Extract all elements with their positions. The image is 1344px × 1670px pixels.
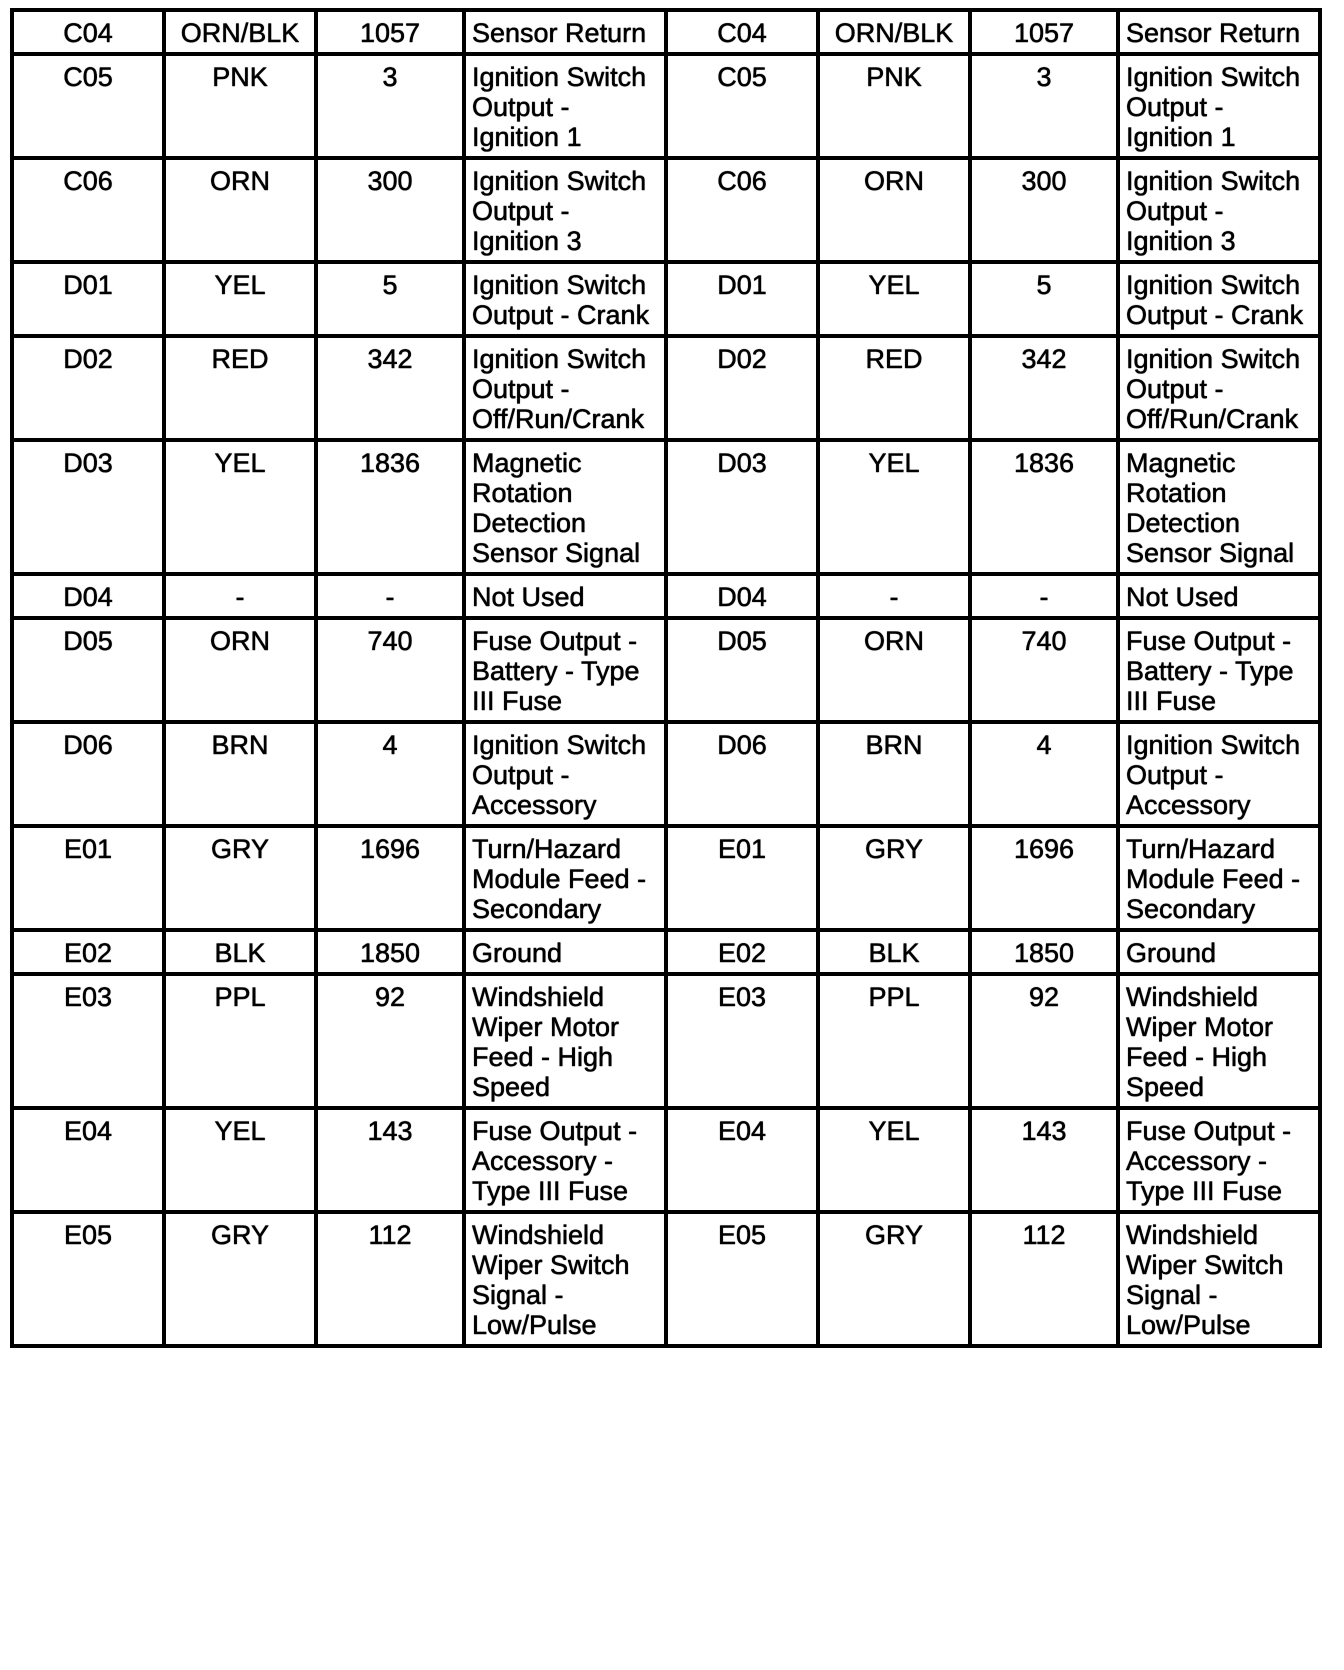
pin-cell: D05 [12,618,164,722]
wire-color-cell: ORN [164,618,316,722]
circuit-number-cell: 4 [316,722,464,826]
pin-cell-panel2: D05 [666,618,818,722]
wire-color-cell: ORN/BLK [164,10,316,54]
function-cell-panel2: Ignition Switch Output - Off/Run/Crank [1118,336,1320,440]
pin-cell: C04 [12,10,164,54]
pin-cell: E04 [12,1108,164,1212]
pin-cell-panel2: E05 [666,1212,818,1346]
circuit-number-cell-panel2: 1836 [970,440,1118,574]
table-row [12,974,1320,1108]
circuit-number-cell: - [316,574,464,618]
function-cell-panel2: Ignition Switch Output - Accessory [1118,722,1320,826]
wire-color-cell: YEL [164,440,316,574]
table-row [12,262,1320,336]
function-cell: Turn/Hazard Module Feed - Secondary [464,826,666,930]
table-row [12,158,1320,262]
circuit-number-cell-panel2: 112 [970,1212,1118,1346]
function-cell-panel2: Windshield Wiper Switch Signal - Low/Pulse [1118,1212,1320,1346]
table-row [12,1108,1320,1212]
circuit-number-cell-panel2: 342 [970,336,1118,440]
circuit-number-cell: 143 [316,1108,464,1212]
table-row [12,54,1320,158]
table-row [12,336,1320,440]
circuit-number-cell: 5 [316,262,464,336]
wire-color-cell-panel2: GRY [818,826,970,930]
circuit-number-cell: 1696 [316,826,464,930]
function-cell-panel2: Ignition Switch Output - Ignition 3 [1118,158,1320,262]
function-cell: Ground [464,930,666,974]
circuit-number-cell-panel2: 3 [970,54,1118,158]
wire-color-cell: ORN [164,158,316,262]
scanned-document-page [0,8,1344,1670]
pin-cell: D03 [12,440,164,574]
wire-color-cell-panel2: - [818,574,970,618]
pinout-table [10,8,1322,1348]
pin-cell-panel2: D02 [666,336,818,440]
circuit-number-cell-panel2: 1696 [970,826,1118,930]
circuit-number-cell: 112 [316,1212,464,1346]
function-cell-panel2: Turn/Hazard Module Feed - Secondary [1118,826,1320,930]
function-cell-panel2: Magnetic Rotation Detection Sensor Signal [1118,440,1320,574]
function-cell: Ignition Switch Output - Ignition 1 [464,54,666,158]
function-cell: Ignition Switch Output - Crank [464,262,666,336]
pin-cell: E01 [12,826,164,930]
pin-cell-panel2: E03 [666,974,818,1108]
table-row [12,10,1320,54]
table-row [12,574,1320,618]
function-cell-panel2: Not Used [1118,574,1320,618]
wire-color-cell-panel2: RED [818,336,970,440]
pin-cell: E03 [12,974,164,1108]
circuit-number-cell-panel2: 4 [970,722,1118,826]
wire-color-cell: RED [164,336,316,440]
wire-color-cell: GRY [164,1212,316,1346]
circuit-number-cell-panel2: 143 [970,1108,1118,1212]
pin-cell-panel2: C04 [666,10,818,54]
table-row [12,930,1320,974]
wire-color-cell-panel2: GRY [818,1212,970,1346]
circuit-number-cell: 342 [316,336,464,440]
circuit-number-cell-panel2: 300 [970,158,1118,262]
pin-cell-panel2: C06 [666,158,818,262]
circuit-number-cell: 740 [316,618,464,722]
wire-color-cell-panel2: PPL [818,974,970,1108]
table-row [12,618,1320,722]
function-cell-panel2: Fuse Output - Accessory - Type III Fuse [1118,1108,1320,1212]
pin-cell: C06 [12,158,164,262]
wire-color-cell: GRY [164,826,316,930]
circuit-number-cell: 300 [316,158,464,262]
function-cell-panel2: Fuse Output - Battery - Type III Fuse [1118,618,1320,722]
wire-color-cell: BLK [164,930,316,974]
pin-cell-panel2: D06 [666,722,818,826]
function-cell: Magnetic Rotation Detection Sensor Signal [464,440,666,574]
wire-color-cell: BRN [164,722,316,826]
function-cell: Ignition Switch Output - Off/Run/Crank [464,336,666,440]
function-cell-panel2: Windshield Wiper Motor Feed - High Speed [1118,974,1320,1108]
pin-cell-panel2: D04 [666,574,818,618]
wire-color-cell-panel2: BLK [818,930,970,974]
function-cell: Fuse Output - Accessory - Type III Fuse [464,1108,666,1212]
function-cell: Sensor Return [464,10,666,54]
circuit-number-cell-panel2: 1850 [970,930,1118,974]
wire-color-cell-panel2: ORN [818,158,970,262]
wire-color-cell: - [164,574,316,618]
pin-cell-panel2: C05 [666,54,818,158]
wire-color-cell: PNK [164,54,316,158]
circuit-number-cell: 92 [316,974,464,1108]
function-cell: Fuse Output - Battery - Type III Fuse [464,618,666,722]
circuit-number-cell: 1836 [316,440,464,574]
pin-cell-panel2: E01 [666,826,818,930]
function-cell: Ignition Switch Output - Ignition 3 [464,158,666,262]
circuit-number-cell-panel2: - [970,574,1118,618]
pin-cell-panel2: E02 [666,930,818,974]
function-cell: Not Used [464,574,666,618]
table-row [12,1212,1320,1346]
function-cell-panel2: Ignition Switch Output - Crank [1118,262,1320,336]
circuit-number-cell-panel2: 5 [970,262,1118,336]
wire-color-cell: YEL [164,1108,316,1212]
table-row [12,440,1320,574]
table-row [12,826,1320,930]
circuit-number-cell: 1850 [316,930,464,974]
wire-color-cell: PPL [164,974,316,1108]
pin-cell: E02 [12,930,164,974]
circuit-number-cell-panel2: 92 [970,974,1118,1108]
wire-color-cell-panel2: YEL [818,262,970,336]
circuit-number-cell-panel2: 1057 [970,10,1118,54]
wire-color-cell-panel2: BRN [818,722,970,826]
pin-cell: D04 [12,574,164,618]
function-cell: Windshield Wiper Motor Feed - High Speed [464,974,666,1108]
pinout-table-body [12,10,1320,1346]
pin-cell-panel2: D01 [666,262,818,336]
wire-color-cell-panel2: PNK [818,54,970,158]
function-cell-panel2: Sensor Return [1118,10,1320,54]
circuit-number-cell: 3 [316,54,464,158]
wire-color-cell-panel2: YEL [818,1108,970,1212]
function-cell-panel2: Ignition Switch Output - Ignition 1 [1118,54,1320,158]
circuit-number-cell: 1057 [316,10,464,54]
pin-cell: C05 [12,54,164,158]
pin-cell: D02 [12,336,164,440]
wire-color-cell-panel2: YEL [818,440,970,574]
pin-cell-panel2: D03 [666,440,818,574]
wire-color-cell: YEL [164,262,316,336]
function-cell-panel2: Ground [1118,930,1320,974]
function-cell: Windshield Wiper Switch Signal - Low/Pulse [464,1212,666,1346]
pin-cell: D01 [12,262,164,336]
pin-cell: E05 [12,1212,164,1346]
function-cell: Ignition Switch Output - Accessory [464,722,666,826]
pin-cell: D06 [12,722,164,826]
table-row [12,722,1320,826]
wire-color-cell-panel2: ORN/BLK [818,10,970,54]
wire-color-cell-panel2: ORN [818,618,970,722]
circuit-number-cell-panel2: 740 [970,618,1118,722]
pin-cell-panel2: E04 [666,1108,818,1212]
